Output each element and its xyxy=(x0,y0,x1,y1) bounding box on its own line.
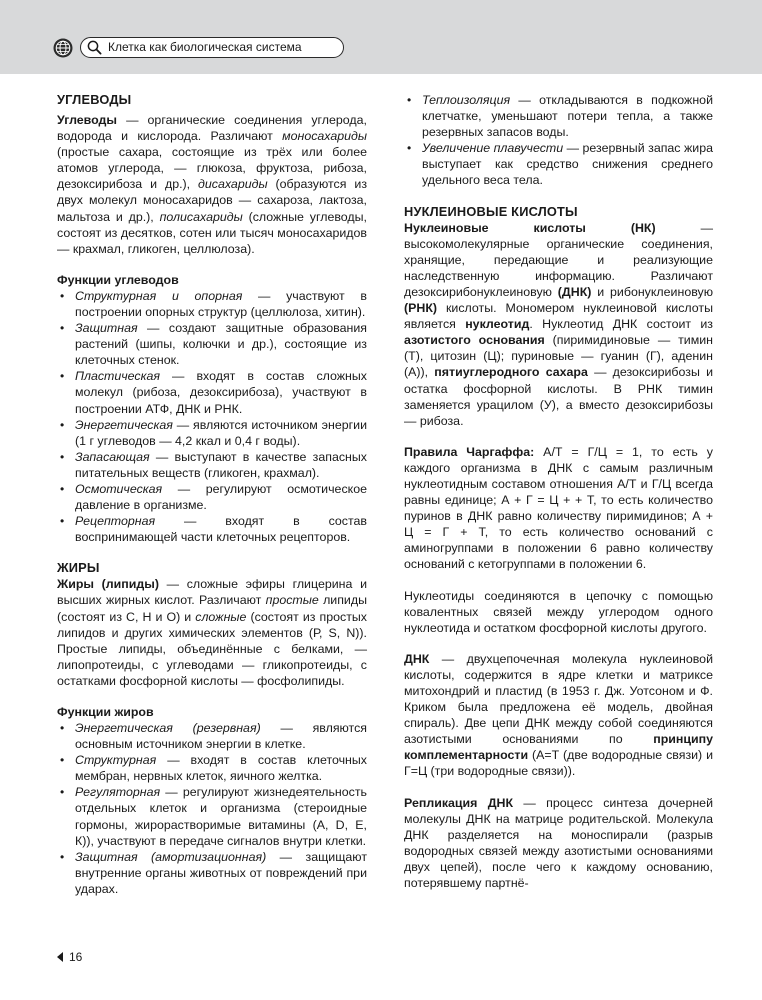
replication-paragraph: Репликация ДНК — процесс синтеза дочерней молекулы ДНК на матрице родительской. Молекула ДНК разделяется на моноспирали (разрыв водородных связей между азотистыми основаниями двух цепей), после чего к каждому основанию, потерявшему партнё- xyxy=(404,795,713,891)
list-item: • Энергетическая — являются источником энергии (1 г углеводов — 4,2 ккал и 0,4 г воды). xyxy=(60,417,367,448)
carbs-functions-heading: Функции углеводов xyxy=(57,272,179,287)
list-item: • Энергетическая (резервная) — являются основным источником энергии в клетке. xyxy=(60,721,368,752)
fats-functions-heading: Функции жиров xyxy=(57,705,154,719)
list-item: • Структурная — входят в состав клеточных мембран, нервных клеток, яичного желтка. xyxy=(60,753,367,784)
list-item: • Увеличение плавучести — резервный запас жира выступает как средство снижения среднего удельного веса тела. xyxy=(407,141,713,188)
list-item: • Защитная (амортизационная) — защищают внутренние органы животных от повреждений при ударах. xyxy=(60,849,368,896)
left-column xyxy=(57,92,367,897)
carbs-functions-list xyxy=(57,288,367,546)
carbs-intro: Углеводы — органические соединения углерода, водорода и кислорода. Различают моносахариды (простые сахара, состоящие из трёх или более атомов углерода, — глюкоза, фруктоза, рибоза, дезоксирибоза и др.), дисахариды (образуются из двух молекул моносахаридов — сахароза, лактоза, мальтоза и др.), полисахариды (сложные углеводы, состоят из десятков, сотен или тысяч моносахаридов — крахмал, гликоген, целлюлоза). xyxy=(57,113,367,256)
fats-intro: Жиры (липиды) — сложные эфиры глицерина и высших жирных кислот. Различают простые липиды (состоят из С, Н и О) и сложные (состоят из простых липидов и других химических элементов (Р, S, N)). Простые липиды, объединённые с белками, — липопротеиды, с углеводами — гликопротеиды, с остатками фосфорной кислоты — фосфолипиды. xyxy=(57,577,367,688)
nucleic-heading: НУКЛЕИНОВЫЕ КИСЛОТЫ xyxy=(404,203,578,219)
list-item: • Осмотическая — регулируют осмотическое давление в организме. xyxy=(60,481,367,513)
right-column xyxy=(404,92,713,891)
carbs-heading: УГЛЕВОДЫ xyxy=(57,92,132,107)
header-title: Клетка как биологическая система xyxy=(108,40,302,54)
globe-icon xyxy=(53,38,73,58)
list-item: • Рецепторная — входят в состав воспринимающей части клеточных рецепторов. xyxy=(60,514,367,545)
list-item: • Защитная — создают защитные образования растений (шипы, колючки и др.), состоящие из клеточных стенок. xyxy=(60,321,367,368)
list-item: • Регуляторная — регулируют жизнедеятельность отдельных клеток и организма (стероидные гормоны, жирорастворимые витамины (А, D, Е, К)), участвуют в передаче сигналов внутри клетки. xyxy=(60,785,367,848)
fats-functions-list xyxy=(57,720,367,897)
header-search-bar xyxy=(80,37,344,58)
list-item: • Структурная и опорная — участвуют в построении опорных структур (целлюлоза, хитин). xyxy=(60,288,367,319)
list-item: • Пластическая — входят в состав сложных молекул (рибоза, дезоксирибоза), участвуют в построении АТФ, ДНК и РНК. xyxy=(60,369,367,416)
fats-functions-list-continued xyxy=(404,92,713,189)
dna-paragraph: ДНК — двухцепочечная молекула нуклеиновой кислоты, содержится в ядре клетки и матриксе митохондрий и пластид (в 1953 г. Дж. Уотсоном и Ф. Криком была предложена её модель, двойная спираль). Две цепи ДНК между собой соединяются азотистыми основаниями по принципу комплементарности (А=Т (две водородные связи) и Г=Ц (три водородные связи)). xyxy=(404,651,713,779)
nucleic-intro: Нуклеиновые кислоты (НК) — высокомолекулярные органические соединения, хранящие, передающие и реализующие наследственную информацию. Различают дезоксирибонуклеиновую (ДНК) и рибонуклеиновую (РНК) кислоты. Мономером нуклеиновой кислоты является нуклеотид. Нуклеотид ДНК состоит из азотистого основания (пиримидиновые — тимин (Т), цитозин (Ц); пуриновые — гуанин (Г), аденин (А)), пятиуглеродного сахара — дезоксирибозы и остатка фосфорной кислоты. В РНК тимин заменяется урацилом (У), а вместо дезоксирибозы — рибоза. xyxy=(404,220,714,428)
nucleotide-chain-paragraph: Нуклеотиды соединяются в цепочку с помощью ковалентных связей между углеродом одного нуклеотида и остатком фосфорной кислоты другого. xyxy=(404,588,713,635)
page-number: 16 xyxy=(69,950,83,964)
chargaff-rules: Правила Чаргаффа: А/Т = Г/Ц = 1, то есть у каждого организма в ДНК с самым различным нуклеотидным составом отношения А/Т и Г/Ц всегда равны единице; А + Г = Ц + + Т, то есть количество пуринов в ДНК равно количеству пиримидинов; А + Ц = Г + Т, то есть количество оснований с аминогруппами в положении 6 равно количеству оснований с кетогруппами в положении 6. xyxy=(404,444,713,572)
magnifier-icon xyxy=(87,40,102,55)
page-arrow-icon xyxy=(57,952,63,962)
list-item: • Теплоизоляция — откладываются в подкожной клетчатке, уменьшают потери тепла, а также резервных запасов воды. xyxy=(407,93,713,140)
list-item: • Запасающая — выступают в качестве запасных питательных веществ (гликоген, крахмал). xyxy=(60,449,367,480)
fats-heading: ЖИРЫ xyxy=(57,560,100,576)
